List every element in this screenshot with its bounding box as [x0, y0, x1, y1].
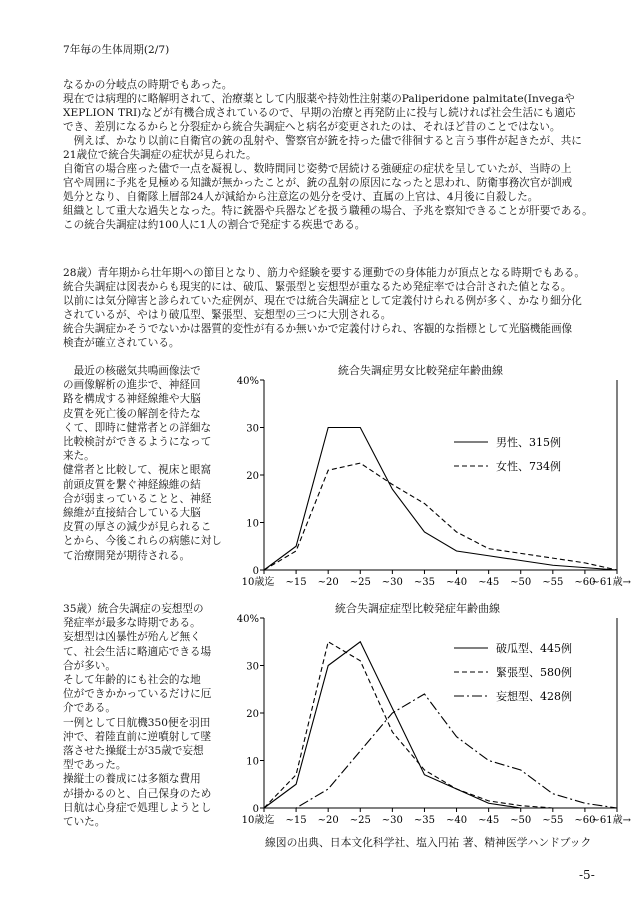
x-tick-label: ~45 — [478, 577, 500, 588]
x-tick-label: ~40 — [445, 815, 468, 826]
legend-label-1: 女性、734例 — [496, 460, 561, 473]
left-column-mri-line: 皮質の厚さの減少が見られるこ — [63, 521, 212, 534]
x-tick-label: ~60 — [574, 815, 596, 826]
x-tick-label: ~25 — [349, 815, 371, 826]
left-column-mri-line: 来た。 — [63, 450, 95, 463]
series-line-1 — [264, 463, 617, 570]
legend-label-0: 男性、315例 — [496, 436, 561, 449]
left-column-mri-line: 路を構成する神経線維や大脳 — [63, 393, 201, 406]
left-column-35-line: ていた。 — [63, 816, 106, 829]
page-header-title: 7年毎の生体周期(2/7) — [63, 44, 170, 56]
x-tick-label: ~55 — [542, 815, 564, 826]
paragraph-1-line: 官や周囲に予兆を見極める知識が無かったことが、銃の乱射の原因になったと思われ、防衛事務次官が訓戒 — [63, 177, 573, 189]
page-number: -5- — [579, 868, 595, 882]
left-column-35 — [63, 602, 233, 829]
paragraph-1-line: XEPLION TRI)などが有機合成されているので、早期の治療と再発防止に投与し続ければ社会生活にも適応 — [63, 107, 576, 119]
paragraph-2-line: されているが、やはり破瓜型、緊張型、妄想型の三つに大別される。 — [63, 309, 392, 321]
left-column-35-line: 操縦士の養成には多額な費用 — [63, 773, 201, 786]
series-line-2 — [264, 694, 617, 808]
left-column-mri-line: 合が弱まっていることと、神経 — [63, 492, 212, 505]
chart-1-title: 統合失調症男女比較発症年齢曲線 — [338, 364, 503, 377]
paragraph-2-line: 以前には気分障害と診られていた症例が、現在では統合失調症として定義付けられる例が多く、かなり細分化 — [63, 295, 582, 307]
paragraph-1-line: 現在では病理的に略解明されて、治療薬として内服薬や持効性注射薬のPaliperidone palmitate(Invegaや — [63, 93, 575, 105]
left-column-mri — [63, 364, 233, 563]
left-column-35-line: 合が多い。 — [63, 659, 116, 672]
x-tick-label: ~20 — [317, 815, 339, 826]
x-tick-label: ~60 — [574, 577, 596, 588]
paragraph-1-line: 自衛官の場合座った儘で一点を凝視し、数時間同じ姿勢で居続ける強硬症の症状を呈していたが、当時の上 — [63, 163, 572, 175]
x-tick-label: ~50 — [510, 815, 532, 826]
x-tick-label: ~30 — [381, 815, 403, 826]
x-tick-label: ~35 — [413, 577, 436, 588]
left-column-35-line: 沖で、着陸直前に逆噴射して墜 — [63, 730, 212, 743]
x-tick-label: ~15 — [285, 577, 307, 588]
source-note: 線図の出典、日本文化科学社、塩入円祐 著、精神医学ハンドブック — [265, 836, 592, 849]
left-column-35-line: 日航は心身症で処理しようとし — [63, 801, 212, 814]
paragraph-1-line: 処分となり、自衛隊上層部24人が減給から注意迄の処分を受け、直属の上官は、4月後に自殺した。 — [63, 191, 539, 203]
series-line-0 — [264, 428, 617, 571]
paragraph-1-line: 例えば、かなり以前に自衛官の銃の乱射や、警察官が銃を持った儘で徘徊すると言う事件が起きたが、共に — [63, 135, 582, 147]
x-tick-label: ~20 — [317, 577, 339, 588]
left-column-mri-line: の画像解析の進歩で、神経回 — [63, 379, 201, 392]
left-column-mri-line: くて、即時に健常者との詳細な — [63, 421, 212, 434]
y-tick-label: 10 — [246, 756, 259, 768]
x-tick-label: 10歳迄 — [241, 815, 275, 826]
left-column-mri-line: 最近の核磁気共鳴画像法で — [63, 365, 201, 377]
y-tick-label: 40% — [236, 614, 259, 625]
y-tick-label: 30 — [246, 423, 259, 435]
y-tick-label: 40% — [236, 376, 259, 387]
x-tick-label: ~61歳→ — [591, 815, 631, 826]
x-tick-label: ~61歳→ — [591, 577, 631, 588]
legend-label-0: 破瓜型、445例 — [496, 642, 572, 655]
paragraph-2 — [63, 266, 623, 350]
left-column-35-line: 一例として日航機350便を羽田 — [63, 716, 211, 729]
paragraph-1-line: この統合失調症は約100人に1人の割合で発症する疾患である。 — [63, 219, 366, 231]
left-column-mri-line: 健常者と比較して、視床と眼窩 — [63, 464, 212, 477]
y-tick-label: 20 — [246, 471, 259, 482]
x-tick-label: ~45 — [478, 815, 500, 826]
left-column-35-line: 落させた操縦士が35歳で妄想 — [63, 745, 204, 758]
left-column-35-line: 型であった。 — [63, 759, 127, 772]
x-tick-label: ~15 — [285, 815, 307, 826]
paragraph-1-line: 組織として重大な過失となった。特に銃器や兵器などを扱う職種の場合、予兆を察知できることが肝要である。 — [63, 205, 593, 217]
paragraph-1-line: なるかの分岐点の時期でもあった。 — [63, 79, 233, 91]
left-column-mri-line: 皮質を死亡後の解剖を待たな — [63, 407, 201, 420]
paragraph-1-line: 21歳位で統合失調症の症状が見られた。 — [63, 149, 257, 161]
left-column-35-line: 位ができかかっているだけに厄 — [63, 688, 212, 701]
left-column-35-line: 妄想型は凶暴性が殆んど無く — [63, 631, 201, 644]
chart-1-male-female — [232, 370, 632, 595]
left-column-mri-line: て治療開発が期待される。 — [63, 549, 191, 562]
paragraph-2-line: 統合失調症は図表からも現実的には、破瓜、緊張型と妄想型が重なるため発症率では合計された値となる。 — [63, 281, 572, 293]
left-column-35-line: 35歳）統合失調症の妄想型の — [63, 603, 204, 615]
left-column-35-line: そして年齢的にも社会的な地 — [63, 674, 201, 687]
y-tick-label: 30 — [246, 661, 259, 673]
paragraph-1 — [63, 78, 623, 232]
x-tick-label: 10歳迄 — [241, 577, 275, 588]
legend-label-1: 緊張型、580例 — [496, 666, 572, 679]
chart-2-title: 統合失調症症型比較発症年齢曲線 — [335, 602, 500, 615]
paragraph-1-line: でき、差別になるからと分裂症から統合失調症へと病名が変更されたのは、それほど昔のことではない。 — [63, 121, 561, 133]
paragraph-2-line: 統合失調症かそうでないかは器質的変性が有るか無いかで定義付けられ、客観的な指標として光脳機能画像 — [63, 323, 573, 335]
x-tick-label: ~50 — [510, 577, 532, 588]
x-tick-label: ~55 — [542, 577, 564, 588]
x-tick-label: ~30 — [381, 577, 403, 588]
x-tick-label: ~40 — [445, 577, 468, 588]
left-column-35-line: 発症率が最多な時期である。 — [63, 617, 201, 630]
y-tick-label: 20 — [246, 709, 259, 720]
y-tick-label: 0 — [252, 566, 259, 577]
left-column-35-line: て、社会生活に略適応できる場 — [63, 645, 212, 658]
left-column-35-line: が掛かるのと、自己保身のため — [63, 787, 212, 800]
chart-2-type-comparison — [232, 608, 632, 833]
left-column-mri-line: 線維が直接結合している大脳 — [63, 507, 201, 520]
paragraph-2-line: 28歳）青年期から壮年期への節目となり、筋力や経験を要する運動での身体能力が頂点となる時期でもある。 — [63, 267, 585, 279]
x-tick-label: ~25 — [349, 577, 371, 588]
legend-label-2: 妄想型、428例 — [496, 690, 572, 703]
x-tick-label: ~35 — [413, 815, 436, 826]
left-column-mri-line: 比較検討ができるようになって — [63, 436, 212, 449]
y-tick-label: 0 — [252, 804, 259, 815]
left-column-mri-line: 前頭皮質を繋ぐ神経線維の結 — [63, 478, 201, 491]
paragraph-2-line: 検査が確立されている。 — [63, 337, 180, 349]
left-column-mri-line: とから、今後これらの病態に対し — [63, 535, 222, 548]
y-tick-label: 10 — [246, 518, 259, 530]
left-column-35-line: 介である。 — [63, 702, 116, 715]
